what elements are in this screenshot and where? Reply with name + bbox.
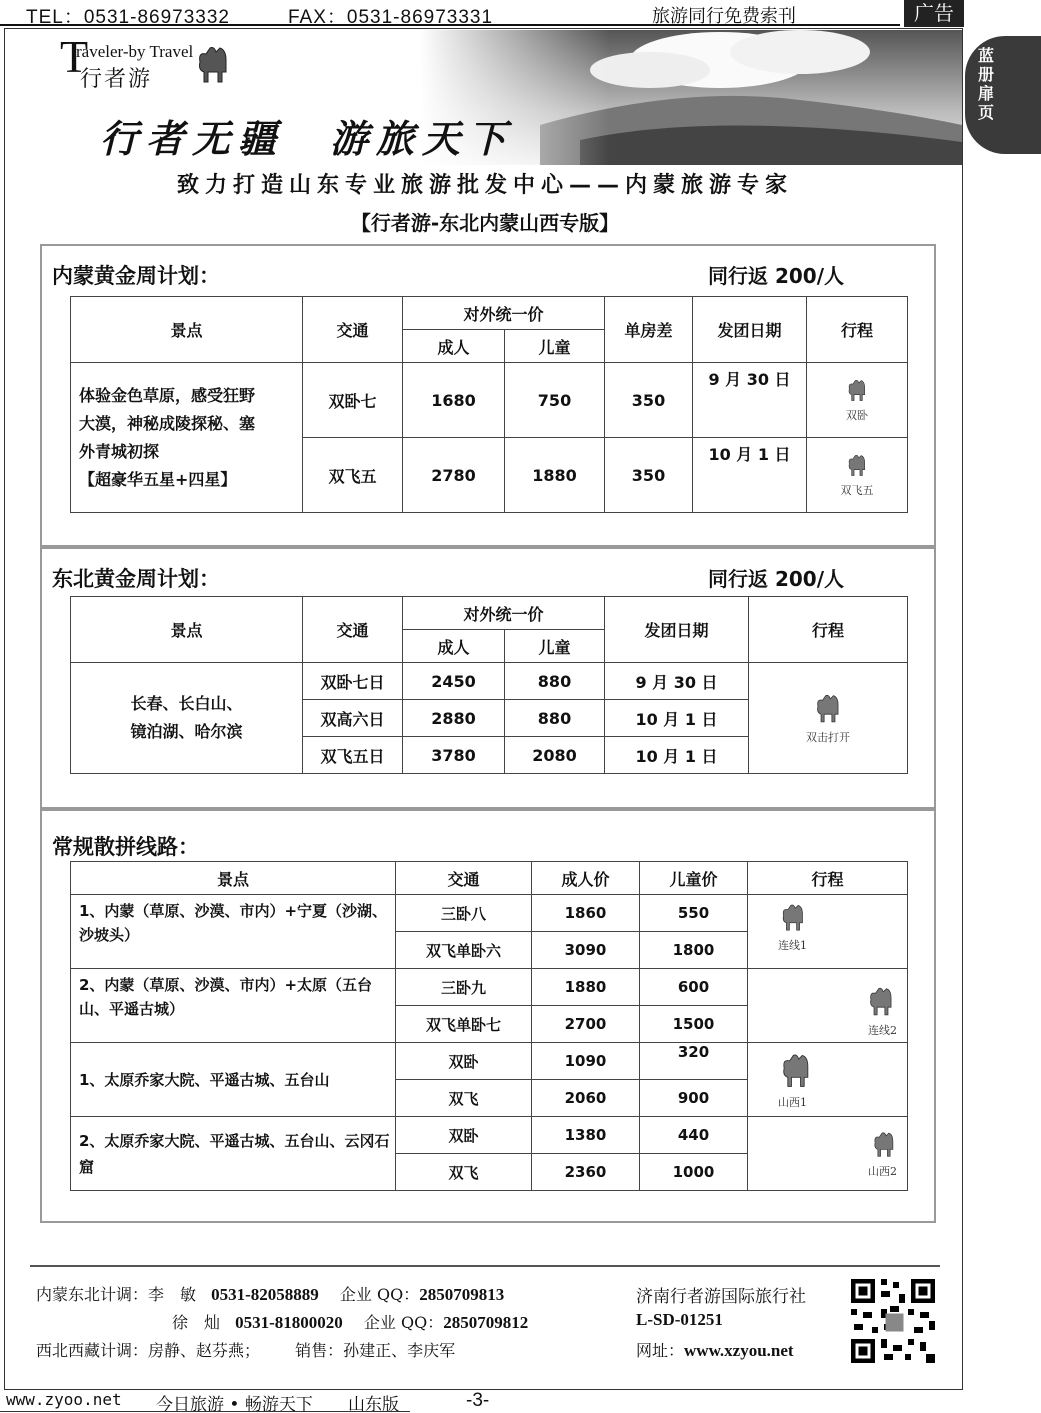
- departure-date: 9 月 30 日: [693, 363, 807, 438]
- child-price: 440: [640, 1117, 748, 1154]
- side-tab-char: 扉: [977, 84, 994, 103]
- neimeng-table: [70, 296, 908, 513]
- child-price: 1500: [640, 1006, 748, 1043]
- section-dongbei-golden-week: [40, 547, 936, 809]
- col-itin: 行程: [807, 297, 908, 363]
- itinerary-label: 连线1: [778, 939, 807, 952]
- side-tab: [965, 36, 1041, 154]
- adult-price: 1880: [532, 969, 640, 1006]
- traffic-cell: 双飞: [396, 1154, 532, 1191]
- itinerary-label: 连线2: [868, 1024, 897, 1037]
- planner-label: 西北西藏计调：房静、赵芬燕；: [36, 1341, 261, 1360]
- traffic-cell: 双卧: [396, 1043, 532, 1080]
- section-title: 东北黄金周计划：: [52, 567, 220, 591]
- side-tab-char: 册: [977, 65, 994, 84]
- ad-badge: 广告: [904, 0, 964, 27]
- col-traffic: 交通: [396, 862, 532, 895]
- logo-initial: T: [60, 31, 89, 82]
- license-number: [636, 1310, 723, 1330]
- col-price: 对外统一价: [403, 597, 605, 630]
- qq-label: 企业 QQ：: [363, 1313, 444, 1332]
- side-tab-char: 页: [977, 103, 994, 122]
- single-supplement: 350: [605, 438, 693, 513]
- departure-date: 9 月 30 日: [605, 663, 749, 700]
- table-row: [71, 895, 908, 932]
- camel-icon: [845, 452, 869, 478]
- spot-description: [71, 363, 303, 513]
- section-title: 内蒙黄金周计划：: [52, 264, 220, 288]
- traffic-cell: 双飞单卧六: [396, 932, 532, 969]
- fax-number: FAX：0531-86973331: [288, 7, 494, 28]
- agency-name: 济南行者游国际旅行社: [636, 1287, 806, 1307]
- route-spot: 1、太原乔家大院、平遥古城、五台山: [71, 1043, 396, 1117]
- spot-line: 外青城初探: [79, 441, 160, 461]
- planner-label: 徐 灿: [172, 1313, 221, 1332]
- itinerary-link[interactable]: [749, 663, 908, 774]
- table-row: [71, 1117, 908, 1154]
- route-spot: 1、内蒙（草原、沙漠、市内）+宁夏（沙湖、沙坡头）: [71, 895, 396, 969]
- departure-date: 10 月 1 日: [605, 700, 749, 737]
- traffic-cell: 双飞单卧七: [396, 1006, 532, 1043]
- itinerary-link[interactable]: [748, 1117, 908, 1191]
- adult-price: 1680: [403, 363, 505, 438]
- col-itin: 行程: [749, 597, 908, 663]
- spot-description: [71, 663, 303, 774]
- child-price: 750: [505, 363, 605, 438]
- bottom-brand: 今日旅游 • 畅游天下: [156, 1395, 313, 1413]
- bottom-rule: [0, 1411, 410, 1412]
- table-row: [71, 363, 908, 438]
- phone-number: 0531-82058889: [211, 1285, 319, 1304]
- contact-line-1: [36, 1282, 504, 1305]
- table-row: [71, 663, 908, 700]
- rebate-label: 同行返 200/人: [708, 264, 845, 288]
- itinerary-label: 双击打开: [806, 731, 850, 744]
- adult-price: 2450: [403, 663, 505, 700]
- child-price: 880: [505, 700, 605, 737]
- contact-line-3: [36, 1338, 455, 1361]
- camel-icon: [871, 1129, 897, 1159]
- departure-date: 10 月 1 日: [605, 737, 749, 774]
- child-price: 880: [505, 663, 605, 700]
- itinerary-label: 双卧: [846, 409, 868, 422]
- rebate-label: 同行返 200/人: [708, 567, 845, 591]
- traffic-cell: 双卧七日: [303, 663, 403, 700]
- logo-english: raveler-by Travel: [76, 42, 194, 61]
- adult-price: 2880: [403, 700, 505, 737]
- adult-price: 1860: [532, 895, 640, 932]
- website-link[interactable]: www.xzyou.net: [684, 1341, 794, 1360]
- camel-icon: [778, 901, 808, 933]
- child-price: 1000: [640, 1154, 748, 1191]
- route-spot: 2、内蒙（草原、沙漠、市内）+太原（五台山、平遥古城）: [71, 969, 396, 1043]
- traffic-cell: 三卧八: [396, 895, 532, 932]
- spot-line: 【超豪华五星+四星】: [79, 469, 237, 489]
- single-supplement: 350: [605, 363, 693, 438]
- traffic-cell: 双卧: [396, 1117, 532, 1154]
- child-price: 1880: [505, 438, 605, 513]
- qq-number: 2850709812: [443, 1313, 529, 1332]
- child-price: 1800: [640, 932, 748, 969]
- bottom-region: 山东版: [348, 1395, 399, 1413]
- table-row: [71, 969, 908, 1006]
- col-single: 单房差: [605, 297, 693, 363]
- col-adult: 成人价: [532, 862, 640, 895]
- adult-price: 3090: [532, 932, 640, 969]
- col-spot: 景点: [71, 862, 396, 895]
- col-child: 儿童: [505, 630, 605, 663]
- adult-price: 2060: [532, 1080, 640, 1117]
- child-price: 320: [640, 1043, 748, 1080]
- adult-price: 2780: [403, 438, 505, 513]
- child-price: 900: [640, 1080, 748, 1117]
- itinerary-label: 山西1: [778, 1095, 807, 1109]
- spot-line: 长春、长白山、: [130, 694, 243, 713]
- adult-price: 3780: [403, 737, 505, 774]
- edition-title: 【行者游-东北内蒙山西专版】: [350, 211, 620, 235]
- spot-line: 大漠，神秘成陵探秘、塞: [79, 413, 256, 433]
- route-spot: 2、太原乔家大院、平遥古城、五台山、云冈石窟: [71, 1117, 396, 1191]
- bottom-site: www.zyoo.net: [6, 1390, 122, 1409]
- website-line: [636, 1338, 794, 1361]
- traffic-cell: 双飞: [396, 1080, 532, 1117]
- col-itin: 行程: [748, 862, 908, 895]
- section-title: 常规散拼线路：: [52, 835, 199, 859]
- itinerary-link[interactable]: [748, 1043, 908, 1117]
- col-spot: 景点: [71, 597, 303, 663]
- website-label: 网址：: [636, 1341, 685, 1360]
- adult-price: 2360: [532, 1154, 640, 1191]
- col-date: 发团日期: [605, 597, 749, 663]
- col-child: 儿童价: [640, 862, 748, 895]
- index-label: 旅游同行免费索刊: [652, 6, 796, 27]
- col-adult: 成人: [403, 330, 505, 363]
- table-row: [71, 1043, 908, 1080]
- top-rule: [0, 24, 900, 26]
- page-number: -3-: [466, 1390, 490, 1411]
- itinerary-label: 山西2: [868, 1164, 897, 1178]
- adult-price: 1090: [532, 1043, 640, 1080]
- qr-code-icon: [848, 1276, 938, 1366]
- col-child: 儿童: [505, 330, 605, 363]
- qq-number: 2850709813: [419, 1285, 505, 1304]
- license-text: L-SD-01251: [636, 1310, 723, 1329]
- camel-icon: [778, 1050, 814, 1090]
- adult-price: 1380: [532, 1117, 640, 1154]
- camel-icon: [813, 691, 843, 725]
- traffic-cell: 双卧七: [303, 363, 403, 438]
- spot-line: 镜泊湖、哈尔滨: [130, 722, 243, 741]
- top-strip: [0, 0, 1041, 26]
- traffic-cell: 三卧九: [396, 969, 532, 1006]
- col-traffic: 交通: [303, 297, 403, 363]
- col-price: 对外统一价: [403, 297, 605, 330]
- traffic-cell: 双高六日: [303, 700, 403, 737]
- side-tab-char: 蓝: [977, 46, 994, 65]
- departure-date: 10 月 1 日: [693, 438, 807, 513]
- routes-table: [70, 861, 908, 1191]
- slogan: 行者无疆 游旅天下: [100, 116, 515, 161]
- section-regular-routes: [40, 809, 936, 1223]
- dongbei-table: [70, 596, 908, 774]
- child-price: 550: [640, 895, 748, 932]
- logo-chinese: 行者游: [80, 67, 153, 92]
- camel-logo-icon: [196, 42, 230, 86]
- subtitle: 致力打造山东专业旅游批发中心——内蒙旅游专家: [176, 173, 793, 198]
- col-date: 发团日期: [693, 297, 807, 363]
- adult-price: 2700: [532, 1006, 640, 1043]
- col-traffic: 交通: [303, 597, 403, 663]
- section-neimeng-golden-week: [40, 244, 936, 547]
- camel-icon: [845, 377, 869, 403]
- spot-line: 体验金色草原，感受狂野: [79, 385, 256, 405]
- footer-rule: [30, 1265, 940, 1267]
- traffic-cell: 双飞五日: [303, 737, 403, 774]
- itinerary-link[interactable]: [748, 895, 908, 969]
- col-adult: 成人: [403, 630, 505, 663]
- traffic-cell: 双飞五: [303, 438, 403, 513]
- child-price: 2080: [505, 737, 605, 774]
- itinerary-label: 双飞五: [840, 484, 874, 497]
- itinerary-link[interactable]: [748, 969, 908, 1043]
- itinerary-link[interactable]: [807, 363, 908, 438]
- camel-icon: [865, 984, 897, 1018]
- qq-label: 企业 QQ：: [339, 1285, 420, 1304]
- planner-label: 内蒙东北计调：李 敏: [36, 1285, 197, 1304]
- itinerary-link[interactable]: [807, 438, 908, 513]
- child-price: 600: [640, 969, 748, 1006]
- sales-label: 销售：孙建正、李庆军: [295, 1341, 456, 1360]
- tel-number: TEL：0531-86973332: [26, 7, 230, 28]
- phone-number: 0531-81800020: [235, 1313, 343, 1332]
- col-spot: 景点: [71, 297, 303, 363]
- contact-line-2: [172, 1310, 528, 1333]
